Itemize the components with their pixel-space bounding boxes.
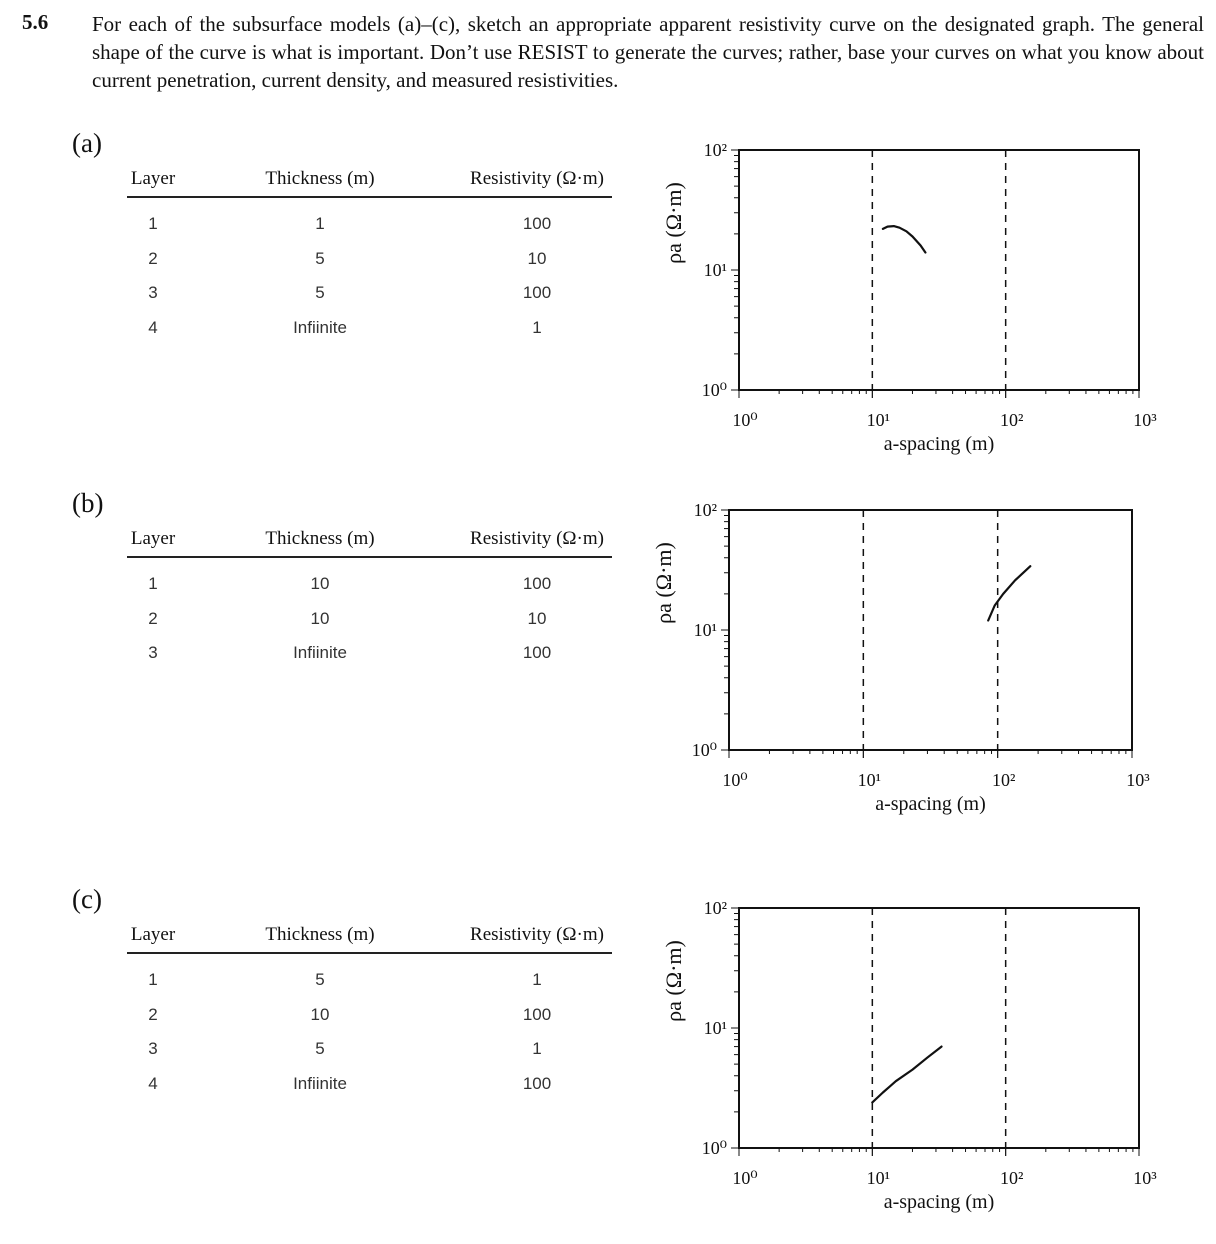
x-tick-label: 10³ bbox=[1133, 1168, 1157, 1188]
x-tick-label: 10⁰ bbox=[722, 770, 748, 790]
table-cell: 100 bbox=[522, 214, 552, 233]
table-cell: 1 bbox=[315, 214, 325, 233]
y-tick-label: 10² bbox=[693, 500, 717, 520]
part-label: (b) bbox=[72, 488, 104, 518]
table-cell: 1 bbox=[148, 574, 158, 593]
table-cell: Infiinite bbox=[293, 317, 347, 337]
y-tick-label: 10¹ bbox=[703, 1018, 727, 1038]
table-cell: 10 bbox=[527, 248, 547, 268]
y-tick-label: 10¹ bbox=[693, 620, 717, 640]
table-cell: 4 bbox=[148, 317, 158, 337]
table-header: Thickness (m) bbox=[265, 924, 375, 945]
table-header: Thickness (m) bbox=[265, 528, 375, 549]
part-label: (c) bbox=[72, 884, 102, 914]
table-header: Resistivity (Ω·m) bbox=[470, 168, 604, 189]
x-axis-label: a-spacing (m) bbox=[883, 433, 995, 455]
y-axis-label: ρa (Ω·m) bbox=[651, 542, 676, 624]
x-tick-label: 10³ bbox=[1126, 770, 1150, 790]
table-cell: 2 bbox=[148, 608, 158, 628]
table-cell: 1 bbox=[532, 970, 542, 989]
y-axis-label: ρa (Ω·m) bbox=[661, 940, 686, 1022]
table-cell: 1 bbox=[148, 970, 158, 989]
x-tick-label: 10¹ bbox=[866, 410, 891, 430]
table-header: Layer bbox=[130, 924, 176, 945]
table-cell: 3 bbox=[148, 643, 158, 662]
plot-frame bbox=[739, 908, 1139, 1148]
table-cell: 100 bbox=[522, 1004, 552, 1024]
table-cell: 10 bbox=[527, 608, 547, 628]
y-tick-label: 10⁰ bbox=[701, 1138, 727, 1158]
x-tick-label: 10² bbox=[991, 770, 1016, 790]
y-tick-label: 10² bbox=[703, 898, 727, 918]
table-cell: 100 bbox=[522, 574, 552, 593]
table-cell: 5 bbox=[315, 248, 325, 268]
table-cell: 100 bbox=[522, 1073, 552, 1093]
table-cell: 10 bbox=[310, 1004, 330, 1024]
problem-number: 5.6 bbox=[22, 10, 49, 34]
table-cell: 1 bbox=[532, 1039, 542, 1058]
x-tick-label: 10⁰ bbox=[732, 410, 758, 430]
table-header: Resistivity (Ω·m) bbox=[470, 528, 604, 549]
y-tick-label: 10² bbox=[703, 140, 727, 160]
x-tick-label: 10² bbox=[999, 1168, 1024, 1188]
x-tick-label: 10³ bbox=[1133, 410, 1157, 430]
table-cell: 100 bbox=[522, 643, 552, 662]
table-header: Thickness (m) bbox=[265, 168, 375, 189]
x-tick-label: 10⁰ bbox=[732, 1168, 758, 1188]
table-cell: Infiinite bbox=[293, 1073, 347, 1093]
x-tick-label: 10¹ bbox=[857, 770, 882, 790]
table-header: Layer bbox=[130, 528, 176, 549]
table-cell: 1 bbox=[148, 214, 158, 233]
part-label: (a) bbox=[72, 128, 102, 158]
table-cell: 5 bbox=[315, 970, 325, 989]
table-cell: 100 bbox=[522, 283, 552, 302]
y-tick-label: 10⁰ bbox=[691, 740, 717, 760]
table-cell: 4 bbox=[148, 1073, 158, 1093]
x-axis-label: a-spacing (m) bbox=[875, 793, 986, 815]
table-cell: 10 bbox=[310, 608, 330, 628]
table-cell: Infiinite bbox=[293, 643, 347, 662]
y-tick-label: 10⁰ bbox=[701, 380, 727, 400]
x-tick-label: 10² bbox=[999, 410, 1024, 430]
table-cell: 5 bbox=[315, 1039, 325, 1058]
table-cell: 3 bbox=[148, 1039, 158, 1058]
sketched-curve bbox=[872, 1047, 941, 1103]
table-cell: 10 bbox=[310, 574, 330, 593]
y-tick-label: 10¹ bbox=[703, 260, 727, 280]
table-cell: 2 bbox=[148, 1004, 158, 1024]
table-cell: 1 bbox=[532, 317, 542, 337]
table-cell: 5 bbox=[315, 283, 325, 302]
y-axis-label: ρa (Ω·m) bbox=[661, 182, 686, 264]
problem-text: For each of the subsurface models (a)–(c), sketch an appropriate apparent resistivity curve on the designated graph. The general shape of the curve is what is important. Don’t use RESIST to generate the curves; rather, base your curves on what you know about current penetration, current density, and measured resistivities. bbox=[92, 12, 1204, 92]
table-cell: 3 bbox=[148, 283, 158, 302]
table-cell: 2 bbox=[148, 248, 158, 268]
table-header: Resistivity (Ω·m) bbox=[470, 924, 604, 945]
table-header: Layer bbox=[130, 168, 176, 189]
x-axis-label: a-spacing (m) bbox=[883, 1191, 995, 1213]
x-tick-label: 10¹ bbox=[866, 1168, 891, 1188]
